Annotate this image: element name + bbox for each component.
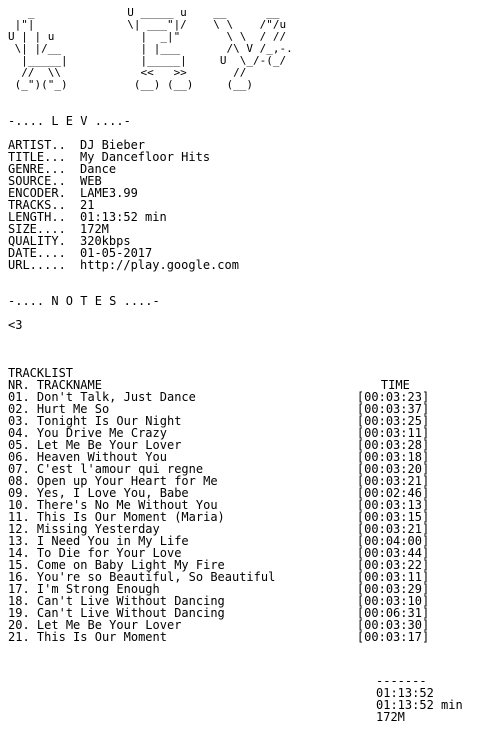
info-row xyxy=(8,211,476,223)
track-time: [00:03:28] xyxy=(356,438,430,452)
track-number: 13. xyxy=(8,534,30,548)
track-time: [00:03:23] xyxy=(356,390,430,404)
track-name: Tonight Is Our Night xyxy=(36,414,182,428)
track-name: Let Me Be Your Lover xyxy=(36,618,182,632)
info-value: Dance xyxy=(80,162,117,176)
totals-separator: ------- xyxy=(376,674,427,688)
track-number: 08. xyxy=(8,474,30,488)
track-name: I Need You in My Life xyxy=(36,534,189,548)
track-name: Can't Live Without Dancing xyxy=(36,594,225,608)
track-name: You Drive Me Crazy xyxy=(36,426,167,440)
track-name: You're so Beautiful, So Beautiful xyxy=(36,570,276,584)
track-number: 05. xyxy=(8,438,30,452)
track-number: 14. xyxy=(8,546,30,560)
track-number: 12. xyxy=(8,522,30,536)
track-name: This Is Our Moment (Maria) xyxy=(36,510,225,524)
info-row xyxy=(8,151,476,163)
total-size: 172M xyxy=(376,710,405,724)
info-key: SIZE.... xyxy=(8,222,66,236)
track-name: I'm Strong Enough xyxy=(36,582,160,596)
notes-text: <3 xyxy=(8,318,23,332)
track-number: 01. xyxy=(8,390,30,404)
track-number: 06. xyxy=(8,450,30,464)
info-value: http://play.google.com xyxy=(80,258,239,272)
info-row xyxy=(8,223,476,235)
header-title: -.... L E V ....- xyxy=(8,114,131,128)
track-name: Heaven Without You xyxy=(36,450,167,464)
track-time: [00:03:21] xyxy=(356,474,430,488)
nfo-document xyxy=(8,7,476,643)
info-value: 320kbps xyxy=(80,234,131,248)
info-key: QUALITY. xyxy=(8,234,66,248)
track-time: [00:03:22] xyxy=(356,558,430,572)
track-time: [00:03:37] xyxy=(356,402,430,416)
track-time: [00:03:10] xyxy=(356,594,430,608)
track-list xyxy=(8,391,476,643)
track-number: 10. xyxy=(8,498,30,512)
info-key: LENGTH.. xyxy=(8,210,66,224)
track-number: 19. xyxy=(8,606,30,620)
track-number: 15. xyxy=(8,558,30,572)
track-time: [00:06:31] xyxy=(356,606,430,620)
track-row xyxy=(8,631,476,643)
ascii-art-line: _ U _____ u __ __ xyxy=(8,6,300,19)
track-time: [00:03:13] xyxy=(356,498,430,512)
info-value: WEB xyxy=(80,174,102,188)
track-number: 02. xyxy=(8,402,30,416)
track-time: [00:03:15] xyxy=(356,510,430,524)
ascii-art-logo xyxy=(8,7,476,91)
release-info xyxy=(8,139,476,271)
track-time: [00:03:44] xyxy=(356,546,430,560)
info-row xyxy=(8,259,476,271)
col-nr-header: NR. xyxy=(8,378,30,392)
info-key: DATE.... xyxy=(8,246,66,260)
ascii-art-line: |"| \| ___"|/ \ \ /"/u xyxy=(8,18,300,31)
notes-title: -.... N O T E S ....- xyxy=(8,294,160,308)
track-number: 09. xyxy=(8,486,30,500)
totals-block xyxy=(376,675,463,723)
track-name: C'est l'amour qui regne xyxy=(36,462,204,476)
track-number: 16. xyxy=(8,570,30,584)
info-value: 01-05-2017 xyxy=(80,246,153,260)
info-key: TRACKS.. xyxy=(8,198,66,212)
track-name: This Is Our Moment xyxy=(36,630,167,644)
track-name: There's No Me Without You xyxy=(36,498,218,512)
info-key: TITLE... xyxy=(8,150,66,164)
info-value: My Dancefloor Hits xyxy=(80,150,211,164)
track-time: [00:03:17] xyxy=(356,630,430,644)
track-number: 17. xyxy=(8,582,30,596)
ascii-art-line: |_____| |_____| U \_/-(_/ xyxy=(8,54,307,67)
info-value: DJ Bieber xyxy=(80,138,146,152)
info-value: 01:13:52 min xyxy=(80,210,167,224)
track-name: Don't Talk, Just Dance xyxy=(36,390,196,404)
track-time: [00:03:18] xyxy=(356,450,430,464)
info-value: LAME3.99 xyxy=(80,186,138,200)
info-key: SOURCE.. xyxy=(8,174,66,188)
track-time: [00:04:00] xyxy=(356,534,430,548)
track-name: Hurt Me So xyxy=(36,402,110,416)
info-row xyxy=(8,139,476,151)
track-name: To Die for Your Love xyxy=(36,546,182,560)
info-row xyxy=(8,247,476,259)
tracklist-title: TRACKLIST xyxy=(8,366,74,380)
track-time: [00:03:30] xyxy=(356,618,430,632)
track-name: Can't Live Without Dancing xyxy=(36,606,225,620)
track-name: Let Me Be Your Lover xyxy=(36,438,182,452)
track-name: Missing Yesterday xyxy=(36,522,160,536)
track-number: 18. xyxy=(8,594,30,608)
track-name: Yes, I Love You, Babe xyxy=(36,486,189,500)
info-value: 21 xyxy=(80,198,95,212)
info-key: ENCODER. xyxy=(8,186,66,200)
track-number: 21. xyxy=(8,630,30,644)
info-row xyxy=(8,187,476,199)
info-row xyxy=(8,199,476,211)
ascii-art-line: \| |/__ | |___ /\ V /_,-. xyxy=(8,42,307,55)
track-time: [00:03:11] xyxy=(356,570,430,584)
ascii-art-line: (_")("_) (__) (__) (__) xyxy=(8,78,307,91)
col-name-header: TRACKNAME xyxy=(36,378,102,392)
track-time: [00:03:20] xyxy=(356,462,430,476)
track-time: [00:02:46] xyxy=(356,486,430,500)
info-key: ARTIST.. xyxy=(8,138,66,152)
track-number: 04. xyxy=(8,426,30,440)
col-time-header: TIME xyxy=(380,378,410,392)
info-key: GENRE... xyxy=(8,162,66,176)
info-key: URL..... xyxy=(8,258,66,272)
track-time: [00:03:21] xyxy=(356,522,430,536)
info-row xyxy=(8,163,476,175)
track-name: Come on Baby Light My Fire xyxy=(36,558,225,572)
track-number: 07. xyxy=(8,462,30,476)
info-value: 172M xyxy=(80,222,109,236)
total-length: 01:13:52 min xyxy=(376,698,463,712)
track-number: 11. xyxy=(8,510,30,524)
ascii-art-line: U | | u | _|" \ \ / // xyxy=(8,30,307,43)
ascii-art-line: // \\ << >> // xyxy=(8,66,300,79)
total-time: 01:13:52 xyxy=(376,686,434,700)
track-time: [00:03:29] xyxy=(356,582,430,596)
track-time: [00:03:25] xyxy=(356,414,430,428)
track-number: 20. xyxy=(8,618,30,632)
info-row xyxy=(8,235,476,247)
track-time: [00:03:11] xyxy=(356,426,430,440)
info-row xyxy=(8,175,476,187)
track-name: Open up Your Heart for Me xyxy=(36,474,218,488)
track-number: 03. xyxy=(8,414,30,428)
